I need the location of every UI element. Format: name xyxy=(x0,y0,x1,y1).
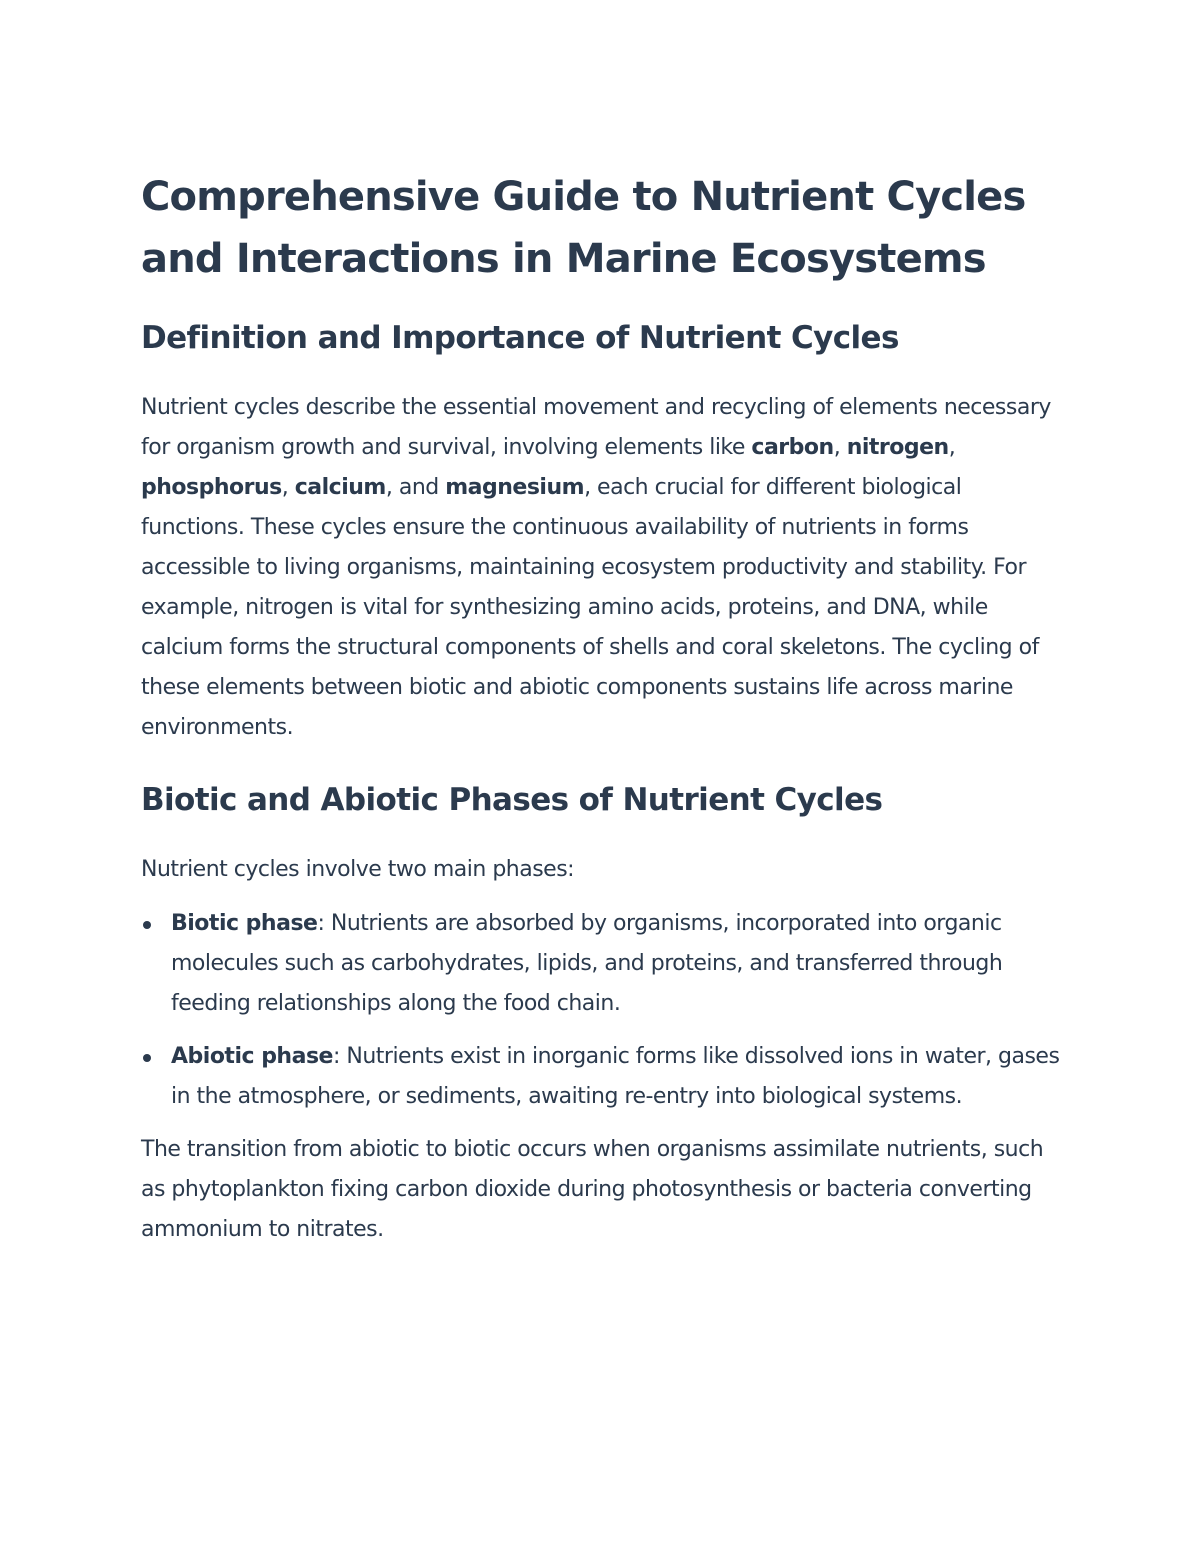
element-phosphorus: phosphorus xyxy=(141,475,282,500)
document-page xyxy=(141,166,1061,1250)
element-calcium: calcium xyxy=(294,475,386,500)
phases-intro: Nutrient cycles involve two main phases: xyxy=(141,857,575,882)
list-item-text: : Nutrients exist in inorganic forms like dissolved ions in water, gases in the atmosphere, or sediments, awaiting re-entry into biological systems. xyxy=(171,1044,1060,1109)
closing-paragraph: The transition from abiotic to biotic occurs when organisms assimilate nutrients, such as phytoplankton fixing carbon dioxide during photosynthesis or bacteria converting ammonium to nitrates. xyxy=(141,1137,1044,1242)
section-heading-phases: Biotic and Abiotic Phases of Nutrient Cycles xyxy=(141,782,883,818)
list-item xyxy=(141,1037,1061,1117)
list-item-text: : Nutrients are absorbed by organisms, incorporated into organic molecules such as carbohydrates, lipids, and proteins, and transferred through feeding relationships along the food chain. xyxy=(171,911,1003,1016)
list-item-label: Biotic phase xyxy=(171,911,318,936)
paragraph-text: , each crucial for different biological functions. These cycles ensure the continuous availability of nutrients in forms accessible to living organisms, maintaining ecosystem productivity and stability. For example, nitrogen is vital for synthesizing amino acids, proteins, and DNA, while calcium forms the structural components of shells and coral skeletons. The cycling of these elements between biotic and abiotic components sustains life across marine environments. xyxy=(141,475,1039,740)
element-nitrogen: nitrogen xyxy=(846,435,949,460)
page-title: Comprehensive Guide to Nutrient Cycles and Interactions in Marine Ecosystems xyxy=(141,174,1026,282)
element-carbon: carbon xyxy=(751,435,834,460)
element-magnesium: magnesium xyxy=(445,475,585,500)
list-item-label: Abiotic phase xyxy=(171,1044,333,1069)
separator: , xyxy=(948,435,956,460)
section-heading-definition: Definition and Importance of Nutrient Cycles xyxy=(141,320,899,356)
list-item xyxy=(141,904,1061,1024)
bullet-icon xyxy=(143,921,151,929)
paragraph-text: Nutrient cycles describe the essential movement and recycling of elements necessary for organism growth and survival, involving elements like xyxy=(141,395,1051,460)
separator: , and xyxy=(385,475,446,500)
bullet-icon xyxy=(143,1054,151,1062)
separator: , xyxy=(281,475,295,500)
phases-list xyxy=(141,904,1061,1117)
separator: , xyxy=(833,435,847,460)
definition-paragraph xyxy=(141,388,1061,748)
